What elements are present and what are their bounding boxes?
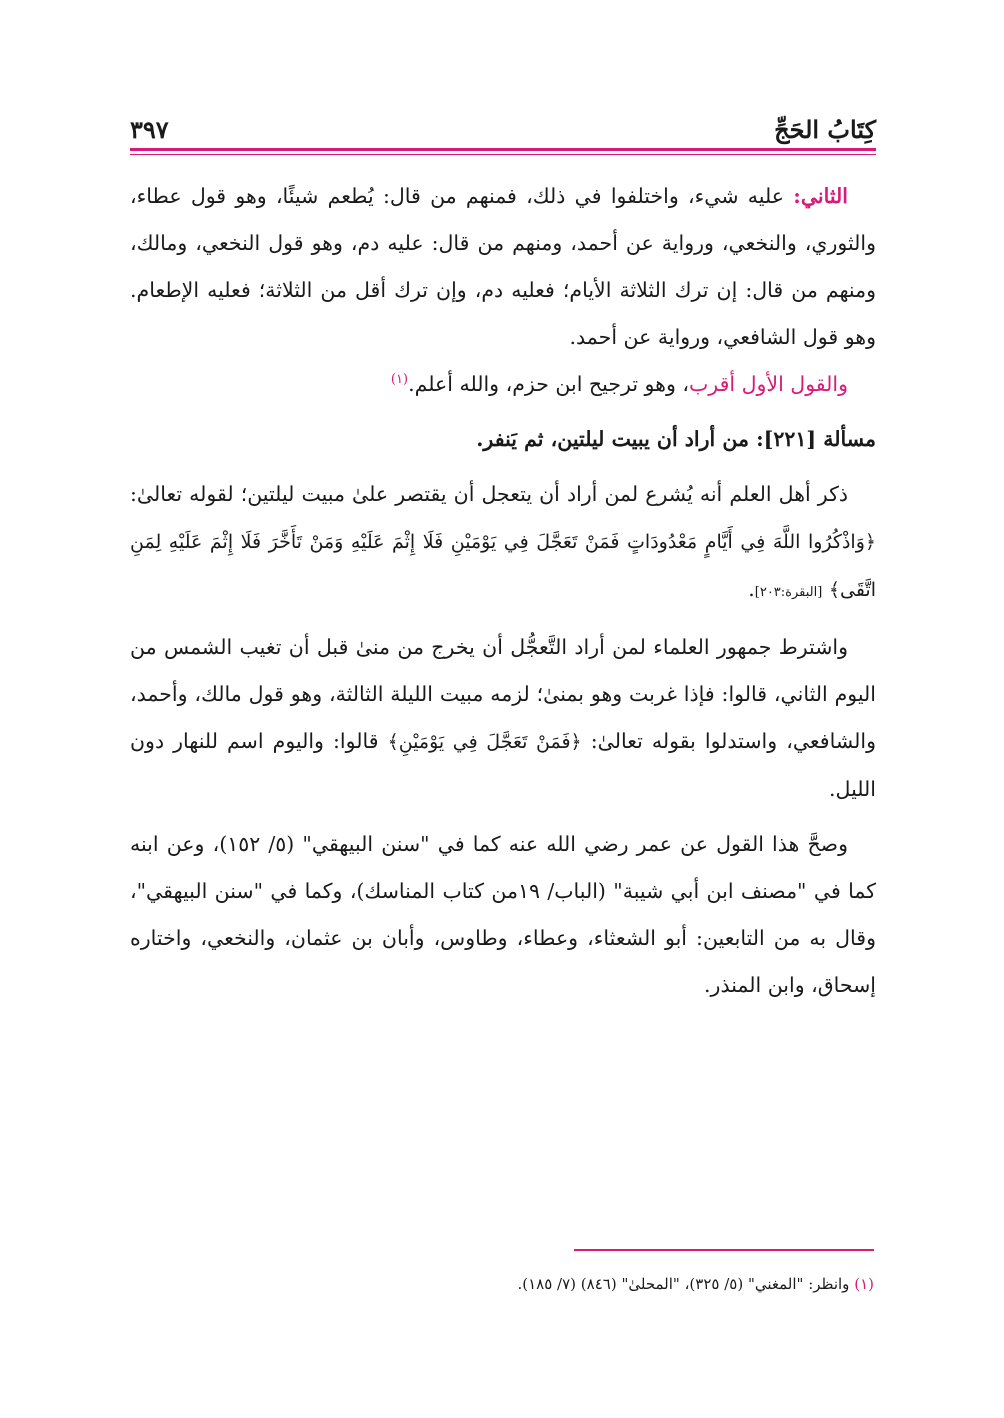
footnote [128,1270,874,1298]
footnote-ref[interactable]: (١) [390,372,409,388]
verse-reference: [البقرة:٢٠٣] [754,585,823,600]
quran-verse: ﴿فَمَنْ تَعَجَّلَ فِي يَوْمَيْنِ﴾ [387,731,582,753]
footnote-rule [574,1249,874,1251]
main-text [130,173,876,1009]
chapter-title: كِتَابُ الحَجِّ [774,115,876,144]
paragraph-text: ، وهو ترجيح ابن حزم، والله أعلم. [408,372,689,396]
paragraph-text: عليه شيء، واختلفوا في ذلك، فمنهم من قال: يُطعم شيئًا، وهو قول عطاء، والثوري، والنخعي، ورواية عن أحمد، ومنهم من قال: عليه دم، وهو قول النخعي، ومالك، ومنهم من قال: إن ترك الثلاثة الأيام؛ فعليه دم، وإن ترك أقل من الثلاثة؛ فعليه الإطعام. وهو قول الشافعي، ورواية عن أحمد. [130,184,876,349]
paragraph-sources [130,821,876,1009]
paragraph-text-cont: قالوا: واليوم اسم للنهار دون الليل. [130,729,876,801]
running-header [130,108,876,144]
issue-heading [130,416,876,463]
issue-label: مسألة [٢٢١]: [756,427,876,451]
paragraph-majority [130,624,876,813]
page-number: ٣٩٧ [130,115,169,144]
paragraph-second-opinion [130,173,876,361]
label-second: الثاني: [793,184,848,208]
header-rule-thick [130,148,876,151]
paragraph-ruling [130,471,876,616]
paragraph-preference [130,361,876,408]
paragraph-text: وصحَّ هذا القول عن عمر رضي الله عنه كما في "سنن البيهقي" (٥/ ١٥٢)، وعن ابنه كما في "مصنف ابن أبي شيبة" (الباب/ ١٩من كتاب المناسك)، وكما في "سنن البيهقي"، وقال به من التابعين: أبو الشعثاء، وعطاء، وطاوس، وأبان بن عثمان، والنخعي، واختاره إسحاق، وابن المنذر. [130,832,876,997]
paragraph-text: ذكر أهل العلم أنه يُشرع لمن أراد أن يتعجل أن يقتصر علىٰ مبيت ليلتين؛ لقوله تعالىٰ: [130,482,848,506]
quran-verse: ﴿وَاذْكُرُوا اللَّهَ فِي أَيَّامٍ مَعْدُودَاتٍ فَمَنْ تَعَجَّلَ فِي يَوْمَيْنِ فَلَا إِثْمَ عَلَيْهِ وَمَنْ تَأَخَّرَ فَلَا إِثْمَ عَلَيْهِ لِمَنِ اتَّقَى﴾ [130,531,876,601]
paragraph-text: واشترط جمهور العلماء لمن أراد التَّعجُّل أن يخرج من منىٰ قبل أن تغيب الشمس من اليوم الثاني، قالوا: فإذا غربت وهو بمنىٰ؛ لزمه مبيت الليلة الثالثة، وهو قول مالك، وأحمد، والشافعي، واستدلوا بقوله تعالىٰ: [130,635,876,753]
footnote-number: (١) [854,1275,874,1293]
header-rule-thin [130,154,876,155]
footnote-text: وانظر: "المغني" (٥/ ٣٢٥)، "المحلىٰ" (٨٤٦) (٧/ ١٨٥). [517,1275,850,1293]
preferred-opinion-highlight: والقول الأول أقرب [688,372,848,396]
issue-title: من أراد أن يبيت ليلتين، ثم يَنفر. [476,427,749,451]
punctuation: . [748,577,755,601]
page [130,108,876,1009]
